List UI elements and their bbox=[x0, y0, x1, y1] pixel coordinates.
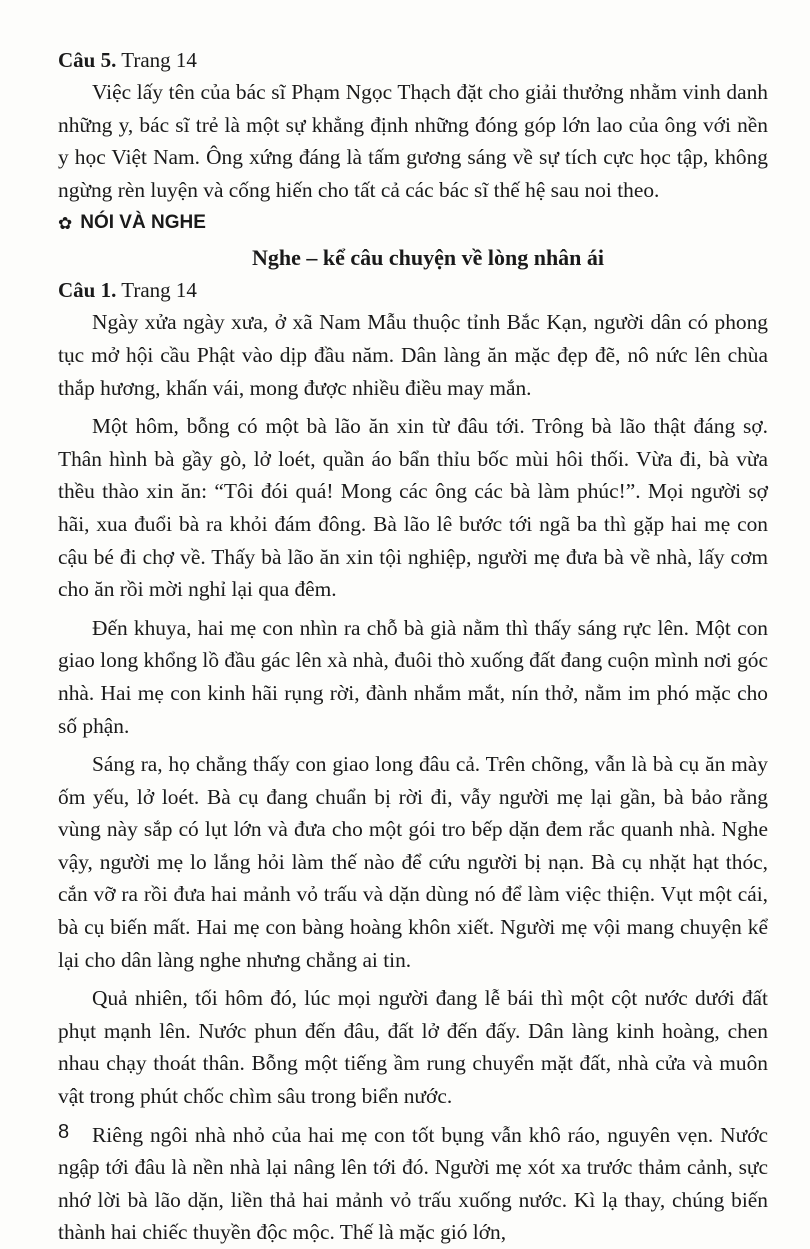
cau5-page-ref: Trang 14 bbox=[121, 48, 197, 72]
flower-icon: ✿ bbox=[58, 213, 73, 233]
cau5-heading bbox=[58, 44, 768, 76]
story-paragraph: Ngày xửa ngày xưa, ở xã Nam Mẫu thuộc tỉnh Bắc Kạn, người dân có phong tục mở hội cầu Phật vào dịp đầu năm. Dân làng ăn mặc đẹp đẽ, nô nức lên chùa thắp hương, khấn vái, mong được nhiều điều may mắn. bbox=[58, 310, 768, 400]
section-title: NÓI VÀ NGHE bbox=[80, 212, 206, 234]
story-paragraph: Một hôm, bỗng có một bà lão ăn xin từ đâu tới. Trông bà lão thật đáng sợ. Thân hình bà gầy gò, lở loét, quần áo bẩn thỉu bốc mùi hôi thối. Vừa đi, bà vừa thều thào xin ăn: “Tôi đói quá! Mong các ông các bà làm phúc!”. Mọi người sợ hãi, xua đuổi bà ra khỏi đám đông. Bà lão lê bước tới ngã ba thì gặp hai mẹ con cậu bé đi chợ về. Thấy bà lão ăn xin tội nghiệp, người mẹ đưa bà về nhà, lấy cơm cho ăn rồi mời nghỉ lại qua đêm. bbox=[58, 414, 768, 602]
cau1-label: Câu 1. bbox=[58, 278, 117, 303]
story-paragraph: Đến khuya, hai mẹ con nhìn ra chỗ bà già nằm thì thấy sáng rực lên. Một con giao long khổng lồ đầu gác lên xà nhà, đuôi thò xuống đất đang cuộn mình nơi góc nhà. Hai mẹ con kinh hãi rụng rời, đành nhắm mắt, nín thở, nằm im phó mặc cho số phận. bbox=[58, 615, 768, 738]
page-number: 8 bbox=[58, 1121, 70, 1143]
cau5-label: Câu 5. bbox=[58, 48, 117, 72]
story-paragraph: Quả nhiên, tối hôm đó, lúc mọi người đang lễ bái thì một cột nước dưới đất phụt mạnh lên. Nước phun đến đâu, đất lở đến đấy. Dân làng kinh hoàng, chen nhau chạy thoát thân. Bỗng một tiếng ầm rung chuyển mặt đất, nhà cửa và muôn vật trong phút chốc chìm sâu trong biển nước. bbox=[58, 986, 768, 1109]
story-title: Nghe – kể câu chuyện về lòng nhân ái bbox=[251, 245, 605, 271]
cau1-heading bbox=[58, 274, 768, 306]
section-heading bbox=[58, 208, 768, 238]
story-paragraph: Riêng ngôi nhà nhỏ của hai mẹ con tốt bụng vẫn khô ráo, nguyên vẹn. Nước ngập tới đâu là nền nhà lại nâng lên tới đó. Người mẹ xót xa trước thảm cảnh, sực nhớ lời bà lão dặn, liền thả hai mảnh vỏ trấu xuống nước. Kì lạ thay, chúng biến thành hai chiếc thuyền độc mộc. Thế là mặc gió lớn, bbox=[58, 1122, 768, 1245]
story-paragraph: Sáng ra, họ chẳng thấy con giao long đâu cả. Trên chõng, vẫn là bà cụ ăn mày ốm yếu, lở loét. Bà cụ đang chuẩn bị rời đi, vẫy người mẹ lại gần, bà bảo rằng vùng này sắp có lụt lớn và đưa cho một gói tro bếp dặn đem rắc quanh nhà. Nghe vậy, người mẹ lo lắng hỏi làm thế nào để cứu người bị nạn. Bà cụ nhặt hạt thóc, cắn vỡ ra rồi đưa hai mảnh vỏ trấu và dặn dùng nó để làm việc thiện. Vụt một cái, bà cụ biến mất. Hai mẹ con bàng hoàng khôn xiết. Người mẹ vội mang chuyện kể lại cho dân làng nghe nhưng chẳng ai tin. bbox=[58, 752, 768, 972]
cau5-paragraph: Việc lấy tên của bác sĩ Phạm Ngọc Thạch đặt cho giải thưởng nhằm vinh danh những y, bác sĩ trẻ là một sự khẳng định những đóng góp lớn lao của ông với nền y học Việt Nam. Ông xứng đáng là tấm gương sáng về sự tích cực học tập, không ngừng rèn luyện và cống hiến cho tất cả các bác sĩ thế hệ sau noi theo. bbox=[58, 80, 768, 202]
cau1-page-ref: Trang 14 bbox=[121, 278, 197, 303]
page-content bbox=[58, 44, 768, 1249]
